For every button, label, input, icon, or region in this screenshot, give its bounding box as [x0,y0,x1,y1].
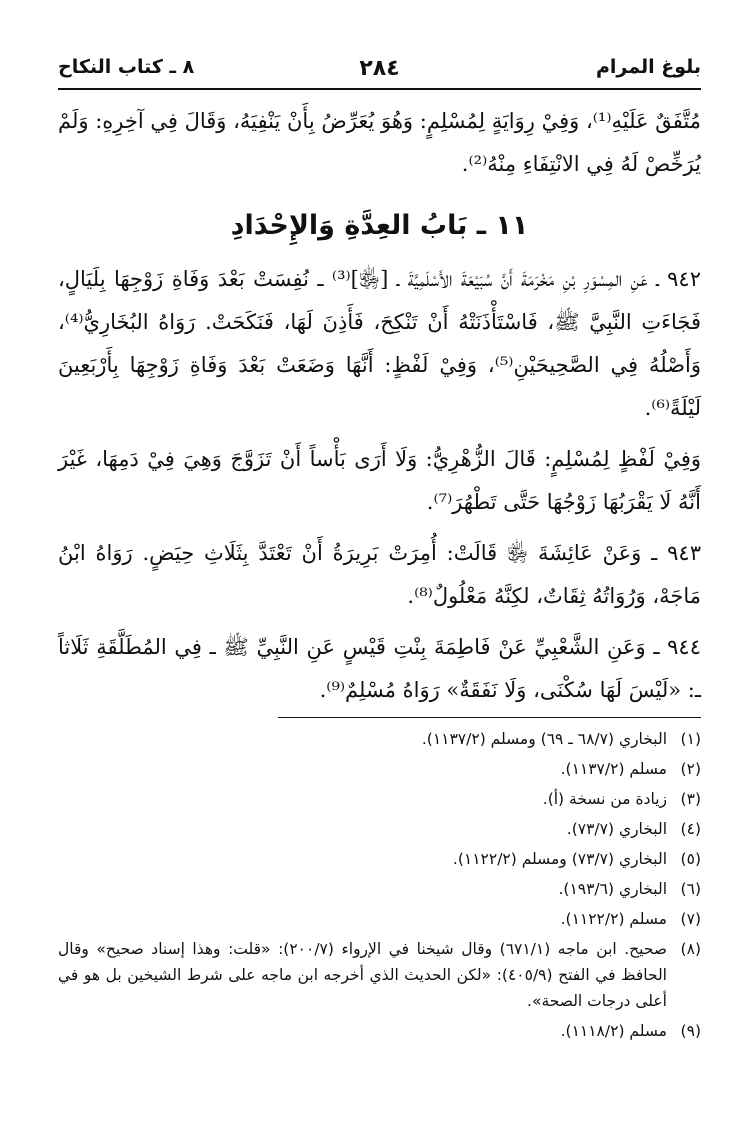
footnote-number: (٣) [680,790,701,808]
hadith-944: ٩٤٤ ـ وَعَنِ الشَّعْبِيِّ عَنْ فَاطِمَةَ بِنْتِ قَيْسٍ عَنِ النَّبِيِّ ﷺ ـ فِي المُطَلَّقَةِ ثَلَاثاً ـ: «لَيْسَ لَهَا سُكْنَى، وَلَا نَفَقَةٌ» رَوَاهُ مُسْلِمٌ⁽⁹⁾. [58,635,701,702]
footnote-text: البخاري (١٩٣/٦). [558,880,667,898]
footnote-text: صحيح. ابن ماجه (٦٧١/١) وقال شيخنا في الإرواء (٢٠٠/٧): «قلت: وهذا إسناد صحيح» وقال الحافظ في الفتح (٤٠٥/٩): «لكن الحديث الذي أخرجه ابن ماجه على شرط الشيخين بل هو في أعلى درجات الصحة». [58,940,668,1010]
footnote [58,846,701,872]
chapter-heading: ١١ ـ بَابُ العِدَّةِ وَالإِحْدَادِ [230,210,529,241]
footnote-number: (٨) [680,940,701,958]
footnote [58,756,701,782]
footnote-number: (٥) [680,850,701,868]
footnote [58,1018,701,1044]
footnote-number: (٧) [680,910,701,928]
footnote [58,786,701,812]
main-text [58,100,701,720]
header-page-number: ٢٨٤ [359,56,400,81]
header-rule [58,88,701,90]
hadith-942-variant: وَفِيْ لَفْظٍ لِمُسْلِمٍ: قَالَ الزُّهْرِيُّ: وَلَا أَرَى بَأْساً أَنْ تَزَوَّجَ وَهِيَ فِيْ دَمِهَا، غَيْرَ أَنَّهُ لَا يَقْرَبُهَا زَوْجُهَا حَتَّى تَطْهُرَ⁽⁷⁾. [58,447,701,514]
header-chapter-title: ٨ ـ كتاب النكاح [58,56,195,78]
footnote-text: مسلم (١١٣٧/٢). [560,760,667,778]
hadith-943: ٩٤٣ ـ وَعَنْ عَائِشَةَ ﵂ قَالَتْ: أُمِرَتْ بَرِيرَةُ أَنْ تَعْتَدَّ بِثَلَاثِ حِيَضٍ. رَوَاهُ ابْنُ مَاجَهْ، وَرُوَاتُهُ ثِقَاتٌ، لكِنَّهُ مَعْلُولٌ⁽⁸⁾. [58,541,701,608]
footnote-text: مسلم (١١١٨/٢). [560,1022,667,1040]
footnote [58,726,701,752]
footnote-text: مسلم (١١٢٢/٢). [560,910,667,928]
footnote [58,816,701,842]
footnote [58,876,701,902]
footnote-number: (٩) [680,1022,701,1040]
running-header [58,52,701,86]
footnote-number: (٦) [680,880,701,898]
footnote-text: البخاري (٧٣/٧) ومسلم (١١٢٢/٢). [452,850,667,868]
footnote [58,906,701,932]
footnote-text: البخاري (٧٣/٧). [566,820,667,838]
footnote-number: (٢) [680,760,701,778]
hadith-942: ٩٤٢ ـ عَنِ المِسْوَرِ بْنِ مَخْرَمَةَ أَنَّ سُبَيْعَةَ الأَسْلَمِيَّةَ ـ [﵂]⁽³⁾ ـ نُفِسَتْ بَعْدَ وَفَاةِ زَوْجِهَا بِلَيَالٍ، فَجَاءَتِ النَّبِيَّ ﷺ، فَاسْتَأْذَنَتْهُ أَنْ تَنْكِحَ، فَأَذِنَ لَهَا، فَنَكَحَتْ. رَوَاهُ البُخَارِيُّ⁽⁴⁾، وَأَصْلُهُ فِي الصَّحِيحَيْنِ⁽⁵⁾، وَفِيْ لَفْظٍ: أَنَّهَا وَضَعَتْ بَعْدَ وَفَاةِ زَوْجِهَا بِأَرْبَعِينَ لَيْلَةً⁽⁶⁾. [58,267,701,420]
footnote-text: زيادة من نسخة (أ). [542,790,667,808]
footnotes [58,726,701,1048]
footnote-number: (١) [680,730,701,748]
footnote-number: (٤) [680,820,701,838]
header-book-title: بلوغ المرام [595,56,701,78]
paragraph-continuation: مُتَّفَقٌ عَلَيْهِ⁽¹⁾، وَفِيْ رِوَايَةٍ لِمُسْلِمٍ: وَهُوَ يُعَرِّضُ بِأَنْ يَنْفِيَهُ، وَقَالَ فِي آخِرِهِ: وَلَمْ يُرَخِّصْ لَهُ فِي الانْتِفَاءِ مِنْهُ⁽²⁾. [58,109,701,176]
footnote-rule [278,717,701,718]
footnote [58,936,701,1014]
footnote-text: البخاري (٦٨/٧ ـ ٦٩) ومسلم (١١٣٧/٢). [421,730,667,748]
